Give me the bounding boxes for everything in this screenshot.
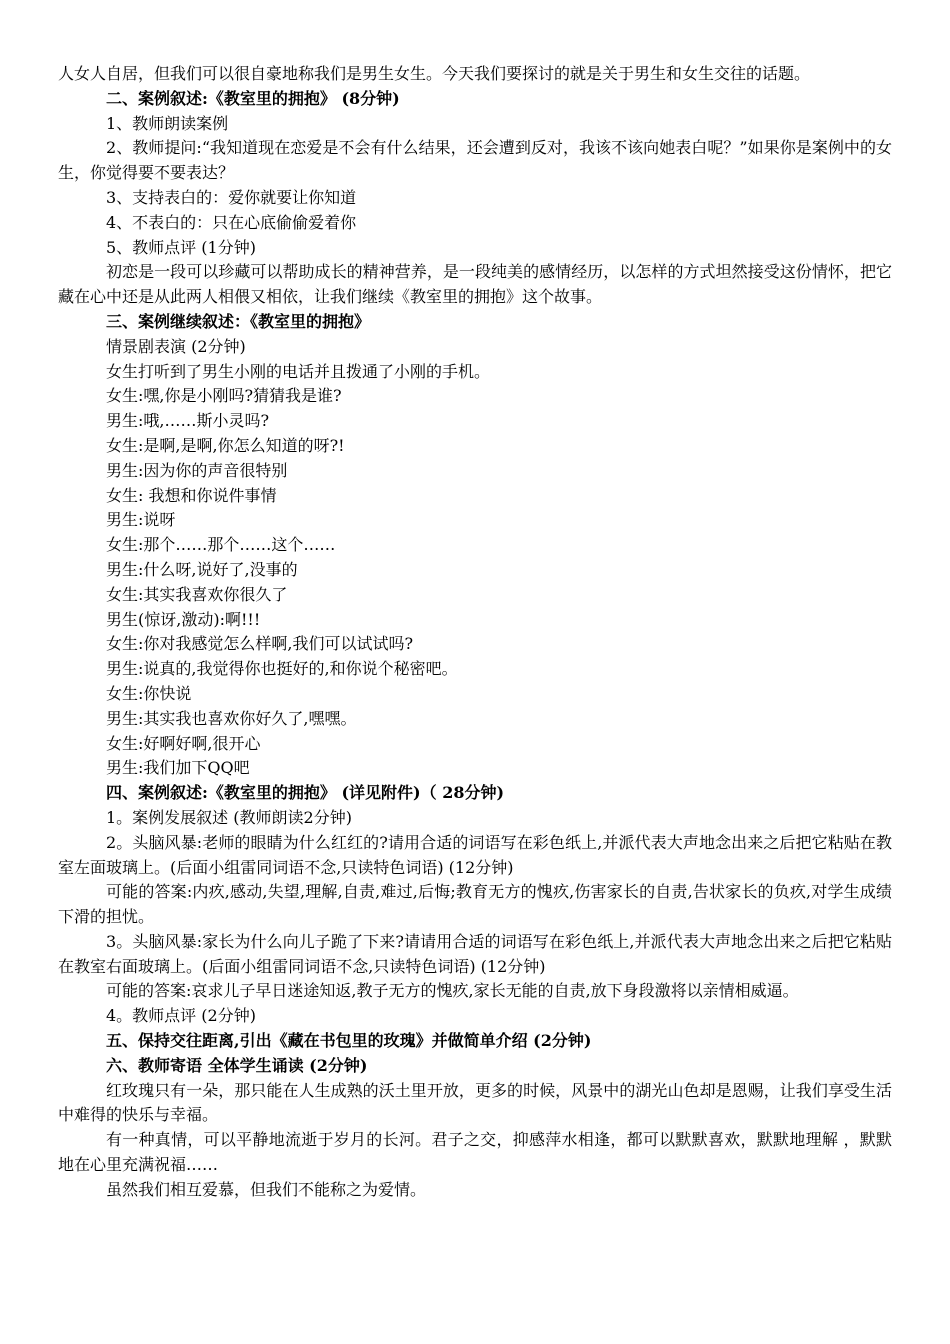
section-heading-keep-distance: 五、保持交往距离,引出《藏在书包里的玫瑰》并做简单介绍 (2分钟)	[106, 1031, 592, 1051]
dialogue-line: 男生:我们加下QQ吧	[106, 758, 250, 778]
list-item: 3。头脑风暴:家长为什么向儿子跪了下来?请请用合适的词语写在彩色纸上,并派代表大声地念出来之后把它粘贴在教室右面玻璃上。(后面小组雷同词语不念,只读特色词语) (12分钟)	[58, 931, 892, 976]
dialogue-line: 女生:是啊,是啊,你怎么知道的呀?!	[106, 435, 345, 455]
section-heading-teacher-message: 六、教师寄语 全体学生诵读 (2分钟)	[106, 1055, 368, 1075]
dialogue-line: 女生:你快说	[106, 683, 192, 703]
dialogue-line: 女生:其实我喜欢你很久了	[106, 584, 288, 604]
list-item: 2、教师提问:“我知道现在恋爱是不会有什么结果，还会遭到反对，我该不该向她表白呢？”如果你是案例中的女生，你觉得要不要表达？	[58, 138, 892, 183]
dialogue-line: 女生: 我想和你说件事情	[106, 485, 277, 505]
dialogue-line: 男生:其实我也喜欢你好久了,嘿嘿。	[106, 708, 357, 728]
dialogue-line: 男生:因为你的声音很特别	[106, 460, 288, 480]
section-heading-case-continued: 三、案例继续叙述：《教室里的拥抱》	[106, 311, 371, 331]
dialogue-line: 女生:好啊好啊,很开心	[106, 733, 261, 753]
dialogue-line: 女生:你对我感觉怎么样啊,我们可以试试吗?	[106, 634, 414, 654]
dialogue-line: 女生:嘿,你是小刚吗?猜猜我是谁?	[106, 386, 342, 406]
dialogue-line: 男生(惊讶,激动):啊!!!	[106, 609, 261, 629]
dialogue-line: 男生:说真的,我觉得你也挺好的,和你说个秘密吧。	[106, 659, 458, 679]
list-item: 1。案例发展叙述 (教师朗读2分钟)	[106, 807, 352, 827]
section-heading-case-narration-attachment: 四、案例叙述:《教室里的拥抱》 (详见附件)（ 28分钟)	[106, 783, 505, 803]
list-item: 2。头脑风暴:老师的眼睛为什么红红的?请用合适的词语写在彩色纸上,并派代表大声地念出来之后把它粘贴在教室左面玻璃上。(后面小组雷同词语不念,只读特色词语) (12分钟)	[58, 832, 892, 877]
body-paragraph: 女生打听到了男生小刚的电话并且拨通了小刚的手机。	[106, 361, 491, 381]
body-paragraph: 可能的答案:内疚,感动,失望,理解,自责,难过,后悔;教育无方的愧疚,伤害家长的自责,告状家长的负疚,对学生成绩下滑的担忧。	[58, 882, 892, 927]
dialogue-line: 男生:哦,……斯小灵吗?	[106, 411, 270, 431]
list-item: 4。教师点评 (2分钟)	[106, 1006, 256, 1026]
body-paragraph: 虽然我们相互爱慕，但我们不能称之为爱情。	[106, 1179, 427, 1199]
list-item: 3、支持表白的：爱你就要让你知道	[106, 187, 357, 207]
list-item: 5、教师点评 (1分钟)	[106, 237, 256, 257]
body-paragraph: 红玫瑰只有一朵，那只能在人生成熟的沃土里开放，更多的时候，风景中的湖光山色却是恩赐，让我们享受生活中难得的快乐与幸福。	[58, 1080, 892, 1125]
list-item: 4、不表白的：只在心底偷偷爱着你	[106, 212, 357, 232]
dialogue-line: 男生:说呀	[106, 510, 176, 530]
list-item: 1、教师朗读案例	[106, 113, 229, 133]
body-paragraph: 初恋是一段可以珍藏可以帮助成长的精神营养，是一段纯美的感情经历，以怎样的方式坦然接受这份情怀，把它藏在心中还是从此两人相偎又相依，让我们继续《教室里的拥抱》这个故事。	[58, 262, 892, 307]
body-paragraph: 有一种真情，可以平静地流逝于岁月的长河。君子之交，抑感萍水相逢，都可以默默喜欢，默默地理解 ，默默地在心里充满祝福……	[58, 1130, 892, 1175]
body-paragraph: 可能的答案:哀求儿子早日迷途知返,教子无方的愧疚,家长无能的自责,放下身段激将以亲情相威逼。	[106, 981, 799, 1001]
dialogue-line: 男生:什么呀,说好了,没事的	[106, 559, 298, 579]
dialogue-line: 女生:那个……那个……这个……	[106, 535, 336, 555]
intro-paragraph: 人女人自居，但我们可以很自豪地称我们是男生女生。今天我们要探讨的就是关于男生和女生交往的话题。	[58, 64, 811, 83]
list-item: 情景剧表演 (2分钟)	[106, 336, 246, 356]
section-heading-case-narration: 二、案例叙述:《教室里的拥抱》 (8分钟)	[106, 88, 400, 108]
